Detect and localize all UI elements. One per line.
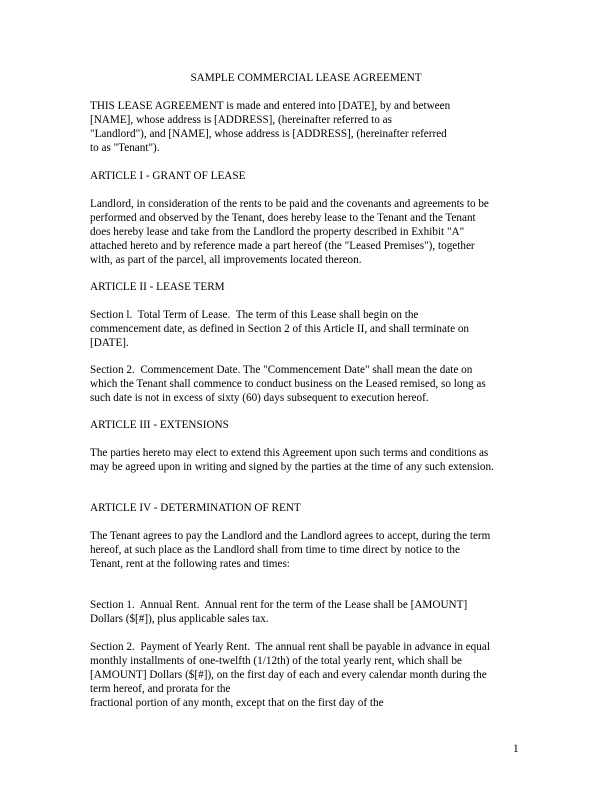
article-1-line: performed and observed by the Tenant, does hereby lease to the Tenant and the Tenant bbox=[90, 212, 476, 224]
article-2-section-2-line: which the Tenant shall commence to conduct business on the Leased remised, so long as bbox=[90, 378, 486, 390]
article-1-line: Landlord, in consideration of the rents to be paid and the covenants and agreements to be bbox=[90, 198, 489, 210]
article-2-section-1-line: [DATE]. bbox=[90, 337, 129, 349]
article-4-section-2-line: Section 2. Payment of Yearly Rent. The annual rent shall be payable in advance in equal bbox=[90, 641, 490, 653]
article-1-heading: ARTICLE I - GRANT OF LEASE bbox=[90, 170, 246, 182]
article-1-line: attached hereto and by reference made a part hereof (the "Leased Premises"), together bbox=[90, 240, 475, 252]
article-4-section-1-line: Dollars ($[#]), plus applicable sales tax. bbox=[90, 613, 269, 625]
article-3-line: The parties hereto may elect to extend this Agreement upon such terms and conditions as bbox=[90, 447, 489, 459]
article-2-section-1-line: Section l. Total Term of Lease. The term of this Lease shall begin on the bbox=[90, 309, 419, 321]
article-4-section-2-line: term hereof, and prorata for the bbox=[90, 683, 231, 695]
article-3-line: may be agreed upon in writing and signed by the parties at the time of any such extension. bbox=[90, 461, 494, 473]
article-2-heading: ARTICLE II - LEASE TERM bbox=[90, 281, 225, 293]
article-4-heading: ARTICLE IV - DETERMINATION OF RENT bbox=[90, 502, 301, 514]
document-title: SAMPLE COMMERCIAL LEASE AGREEMENT bbox=[190, 72, 422, 84]
page-number: 1 bbox=[513, 743, 519, 755]
article-4-section-1-line: Section 1. Annual Rent. Annual rent for the term of the Lease shall be [AMOUNT] bbox=[90, 599, 468, 611]
article-4-intro-line: The Tenant agrees to pay the Landlord and the Landlord agrees to accept, during the term bbox=[90, 530, 491, 542]
article-4-intro-line: Tenant, rent at the following rates and times: bbox=[90, 558, 290, 570]
intro-line: THIS LEASE AGREEMENT is made and entered into [DATE], by and between bbox=[90, 100, 451, 112]
intro-line: to as "Tenant"). bbox=[90, 142, 160, 154]
article-2-section-2-line: Section 2. Commencement Date. The "Commencement Date" shall mean the date on bbox=[90, 364, 473, 376]
article-2-section-1-line: commencement date, as defined in Section 2 of this Article II, and shall terminate on bbox=[90, 323, 470, 335]
article-2-section-2-line: such date is not in excess of sixty (60) days subsequent to execution hereof. bbox=[90, 392, 429, 404]
article-3-heading: ARTICLE III - EXTENSIONS bbox=[90, 419, 229, 431]
article-4-intro-line: hereof, at such place as the Landlord shall from time to time direct by notice to the bbox=[90, 544, 460, 556]
article-4-section-2-line: fractional portion of any month, except that on the first day of the bbox=[90, 697, 384, 709]
article-4-section-2-line: monthly installments of one-twelfth (1/12th) of the total yearly rent, which shall be bbox=[90, 655, 462, 667]
article-1-line: with, as part of the parcel, all improvements located thereon. bbox=[90, 254, 362, 266]
article-1-line: does hereby lease and take from the Landlord the property described in Exhibit "A" bbox=[90, 226, 465, 238]
article-4-section-2-line: [AMOUNT] Dollars ($[#]), on the first day of each and every calendar month during the bbox=[90, 669, 487, 681]
intro-line: "Landlord"), and [NAME], whose address is [ADDRESS], (hereinafter referred bbox=[90, 128, 447, 140]
intro-line: [NAME], whose address is [ADDRESS], (hereinafter referred to as bbox=[90, 114, 392, 126]
